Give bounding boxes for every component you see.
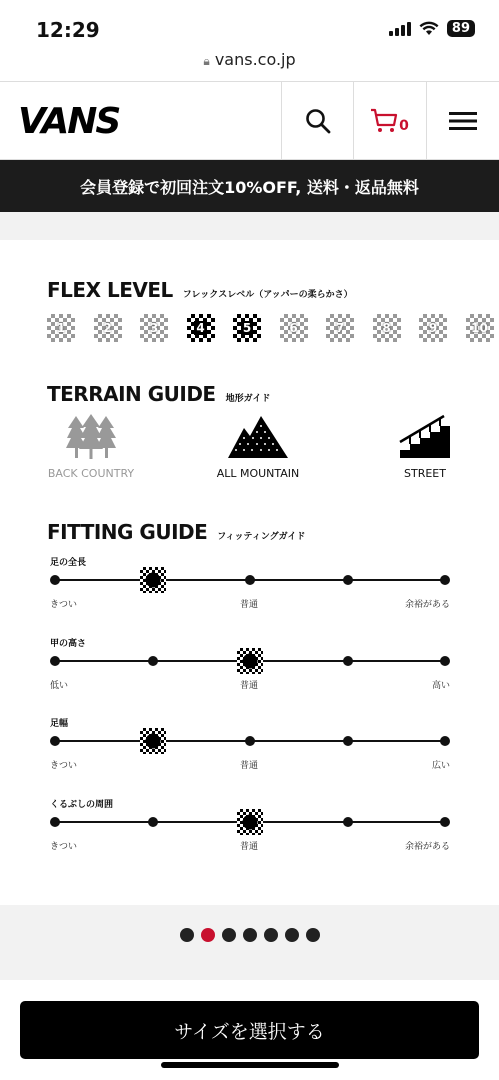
- flex-level-number: 3: [149, 321, 159, 335]
- fitting-row-label: 足の全長: [50, 558, 87, 568]
- flex-level-number: 4: [196, 321, 205, 335]
- carousel-dot[interactable]: [222, 928, 236, 942]
- hamburger-menu-icon: [449, 111, 477, 131]
- fitting-row: [50, 555, 450, 610]
- fitting-scale-min: きつい: [50, 600, 78, 610]
- fitting-step-dot: [440, 736, 450, 746]
- trees-icon: [66, 414, 116, 460]
- fitting-marker: [140, 728, 166, 754]
- flex-level-scale: [47, 314, 494, 342]
- fitting-scale-max: 余裕がある: [404, 600, 450, 610]
- fitting-marker: [237, 648, 263, 674]
- fitting-step-dot: [440, 656, 450, 666]
- flex-level-number: 7: [335, 321, 345, 335]
- flex-level-number: 2: [103, 321, 112, 335]
- flex-level-4: [187, 314, 215, 342]
- fitting-step-dot: [245, 575, 255, 585]
- fitting-step-dot: [440, 817, 450, 827]
- fitting-step-dot: [343, 817, 353, 827]
- fitting-scale-mid: 普通: [240, 681, 259, 691]
- url-text: vans.co.jp: [214, 50, 296, 69]
- carousel-dot[interactable]: [180, 928, 194, 942]
- flex-level-number: 9: [428, 321, 438, 335]
- flex-level-number: 5: [242, 321, 252, 335]
- fitting-step-dot: [50, 656, 60, 666]
- flex-level-10: [466, 314, 494, 342]
- select-size-button[interactable]: サイズを選択する: [20, 1001, 479, 1059]
- terrain-label: ALL MOUNTAIN: [216, 467, 300, 480]
- carousel-pagination: [0, 928, 499, 942]
- terrain-street: [390, 414, 460, 480]
- fitting-step-dot: [440, 575, 450, 585]
- fitting-row: [50, 636, 450, 691]
- promo-banner[interactable]: 会員登録で初回注文10%OFF, 送料・返品無料: [0, 160, 499, 212]
- status-time: 12:29: [36, 18, 100, 42]
- flex-level-heading: [47, 278, 353, 302]
- fitting-scale-max: 余裕がある: [404, 842, 450, 852]
- wifi-icon: [419, 21, 439, 36]
- flex-level-8: [373, 314, 401, 342]
- fitting-scale-min: 低い: [50, 681, 69, 691]
- carousel-dot[interactable]: [285, 928, 299, 942]
- terrain-back-country: [46, 414, 136, 480]
- flex-level-1: [47, 314, 75, 342]
- fitting-step-dot: [50, 817, 60, 827]
- fitting-guide-subtitle: フィッティングガイド: [217, 532, 306, 542]
- fitting-scale-mid: 普通: [240, 842, 259, 852]
- flex-level-number: 1: [56, 321, 66, 335]
- carousel-dot[interactable]: [201, 928, 215, 942]
- fitting-marker: [140, 567, 166, 593]
- cart-icon: [370, 108, 398, 134]
- fitting-step-dot: [343, 575, 353, 585]
- carousel-dot[interactable]: [243, 928, 257, 942]
- svg-text:VANS: VANS: [18, 101, 120, 138]
- stairs-icon: [398, 414, 452, 460]
- carousel-dot[interactable]: [306, 928, 320, 942]
- fitting-step-dot: [343, 656, 353, 666]
- fitting-scale-max: 高い: [431, 681, 450, 691]
- terrain-label: BACK COUNTRY: [47, 467, 135, 480]
- status-icons: [389, 20, 475, 37]
- carousel-dot[interactable]: [264, 928, 278, 942]
- fitting-marker: [237, 809, 263, 835]
- fitting-guide-heading: [47, 520, 305, 544]
- fitting-guide-title: FITTING GUIDE: [47, 520, 208, 544]
- fitting-scale-mid: 普通: [240, 761, 259, 771]
- search-button[interactable]: [281, 82, 353, 160]
- flex-level-9: [419, 314, 447, 342]
- terrain-all-mountain: [212, 414, 304, 480]
- flex-level-7: [326, 314, 354, 342]
- fitting-step-dot: [50, 575, 60, 585]
- fitting-row: [50, 797, 450, 852]
- flex-level-subtitle: フレックスレベル（アッパーの柔らかさ）: [182, 290, 353, 300]
- home-indicator: [161, 1062, 339, 1068]
- terrain-guide-title: TERRAIN GUIDE: [47, 382, 216, 406]
- search-icon: [305, 108, 331, 134]
- fitting-step-dot: [50, 736, 60, 746]
- battery-indicator: 89: [447, 20, 475, 37]
- mountain-icon: [228, 414, 288, 460]
- fitting-scale-min: きつい: [50, 842, 78, 852]
- vans-logo[interactable]: [18, 100, 122, 142]
- cart-button[interactable]: [353, 82, 425, 160]
- flex-level-3: [140, 314, 168, 342]
- fitting-step-dot: [245, 736, 255, 746]
- flex-level-2: [94, 314, 122, 342]
- terrain-guide-subtitle: 地形ガイド: [225, 394, 271, 404]
- fitting-row: [50, 716, 450, 771]
- fitting-row-label: くるぶしの周囲: [50, 800, 114, 810]
- fitting-row-label: 甲の高さ: [50, 639, 87, 649]
- fitting-step-dot: [148, 656, 158, 666]
- flex-level-5: [233, 314, 261, 342]
- terrain-guide-heading: [47, 382, 270, 406]
- lock-icon: 🔒︎: [203, 54, 210, 68]
- signal-icon: [389, 22, 411, 36]
- flex-level-6: [280, 314, 308, 342]
- fitting-row-label: 足幅: [50, 719, 69, 729]
- fitting-scale-min: きつい: [50, 761, 78, 771]
- flex-level-title: FLEX LEVEL: [47, 278, 173, 302]
- vans-logo-mark: [18, 100, 122, 138]
- flex-level-number: 6: [289, 321, 298, 335]
- fitting-scale-max: 広い: [431, 761, 450, 771]
- url-bar[interactable]: [0, 44, 499, 82]
- site-header: [0, 82, 499, 160]
- flex-level-number: 8: [382, 321, 391, 335]
- cart-count: 0: [399, 118, 409, 134]
- flex-level-number: 10: [471, 321, 488, 335]
- fitting-scale-mid: 普通: [240, 600, 259, 610]
- menu-button[interactable]: [426, 82, 498, 160]
- fitting-step-dot: [343, 736, 353, 746]
- terrain-label: STREET: [404, 467, 446, 480]
- fitting-step-dot: [148, 817, 158, 827]
